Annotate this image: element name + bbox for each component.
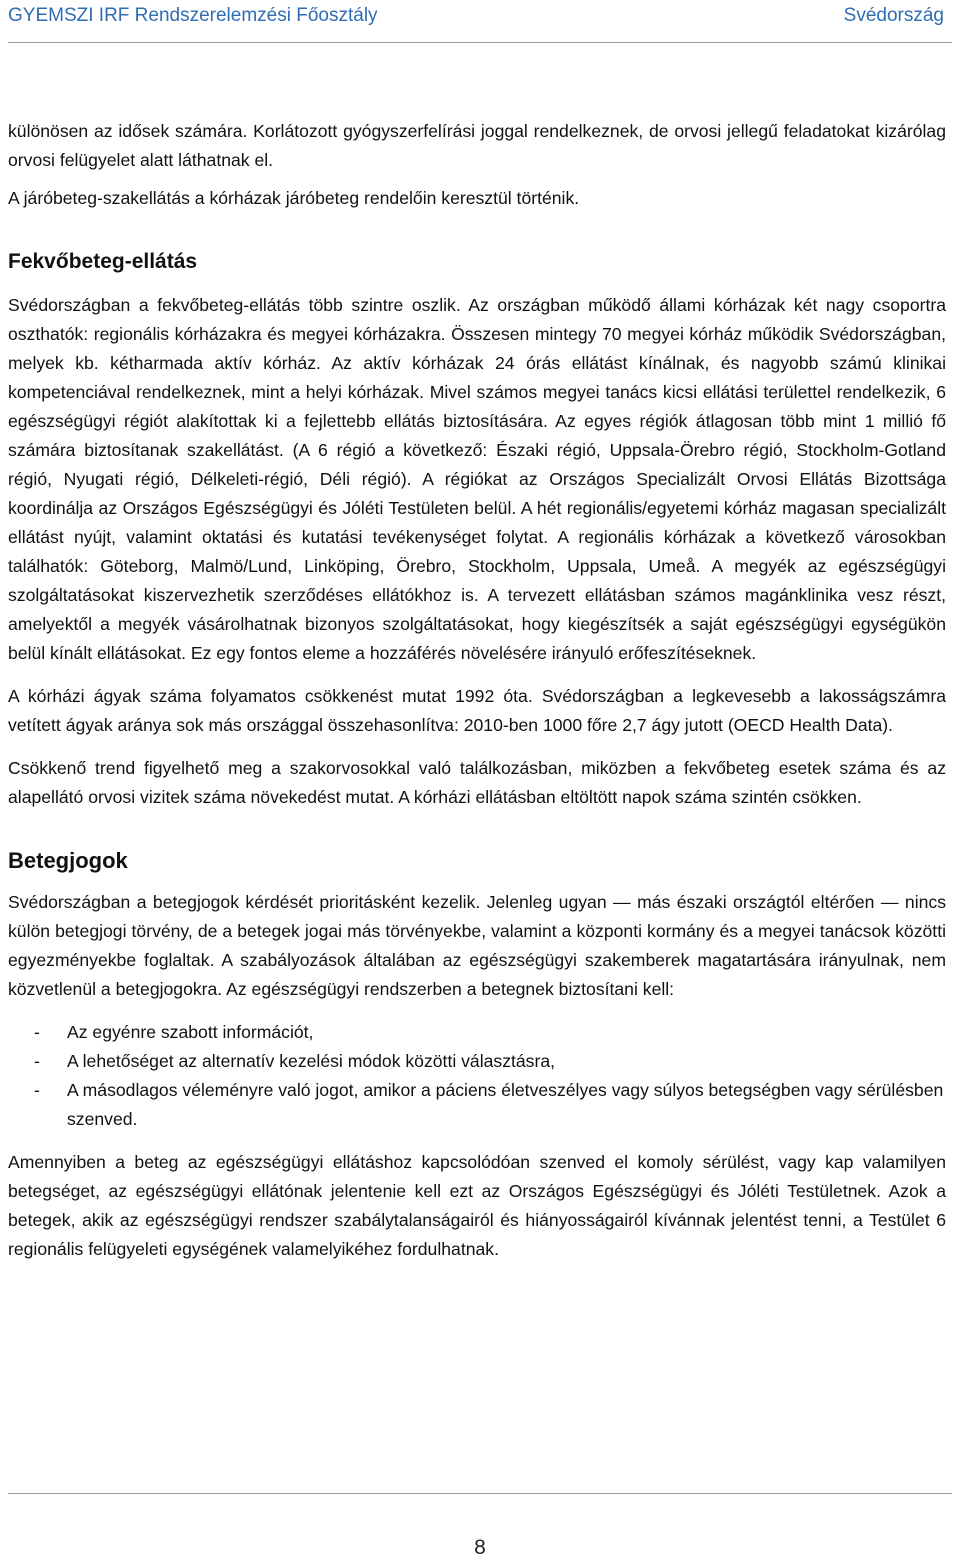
betegjogok-paragraph-2: Amennyiben a beteg az egészségügyi ellátáshoz kapcsolódóan szenved el komoly sérülést, vagy kap valamilyen betegséget, az egészségügyi ellátónak jelentenie kell ezt az Országos Egészségügyi és Jóléti Testületnek. Azok a betegek, akik az egészségügyi rendszer szabálytalanságairól és hiányosságairól kívánnak jelentést tenni, a Testület 6 regionális felügyeleti egységének valamelyikéhez fordulhatnak.: [8, 1152, 946, 1259]
page-number: 8: [474, 1536, 486, 1559]
footer-divider: [8, 1493, 952, 1494]
betegjogok-paragraph-1: Svédországban a betegjogok kérdését prioritásként kezelik. Jelenleg ugyan — más északi országtól eltérően — nincs külön betegjogi törvény, de a betegek jogai más törvényekbe, valamint a központi kormány és a megyei tanácsok közötti egyezményekbe foglaltak. A szabályozások általában az egészségügyi szakemberek magatartására irányulnak, nem közvetlenül a betegjogokra. Az egészségügyi rendszerben a betegnek biztosítani kell:: [8, 892, 946, 999]
list-item-text: A lehetőséget az alternatív kezelési módok közötti választásra,: [67, 1051, 555, 1071]
fekvobeteg-paragraph-3: Csökkenő trend figyelhető meg a szakorvosokkal való találkozásban, miközben a fekvőbeteg esetek száma és az alapellátó orvosi vizitek száma növekedést mutat. A kórházi ellátásban eltöltött napok száma szintén csökken.: [8, 758, 946, 807]
list-item: [8, 1018, 946, 1047]
intro-paragraph-1: különösen az idősek számára. Korlátozott gyógyszerfelírási joggal rendelkeznek, de orvosi jellegű feladatokat kizárólag orvosi felügyelet alatt láthatnak el.: [8, 121, 946, 170]
list-marker: -: [34, 1080, 40, 1100]
fekvobeteg-paragraph-1: Svédországban a fekvőbeteg-ellátás több szintre oszlik. Az országban működő állami kórházak két nagy csoportra oszthatók: regionális kórházakra és megyei kórházakra. Összesen mintegy 70 megyei kórház működik Svédországban, melyek kb. kétharmada aktív kórház. Az aktív kórházak 24 órás ellátást kínálnak, és nagyobb számú klinikai kompetenciával rendelkeznek, mint a helyi kórházak. Mivel számos megyei tanács kicsi ellátási területtel rendelkezik, 6 egészségügyi régiót alakítottak ki a fejlettebb ellátás biztosítására. Az egyes régiók átlagosan több mint 1 millió fő számára biztosítanak szakellátást. (A 6 régió a következő: Északi régió, Uppsala-Örebro régió, Stockholm-Gotland régió, Nyugati régió, Délkeleti-régió, Déli régió). A régiókat az Országos Specializált Orvosi Ellátás Bizottsága koordinálja az Országos Egészségügyi és Jóléti Testületen belül. A hét regionális/egyetemi kórház magasan specializált ellátást nyújt, valamint oktatási és kutatási tevékenységet folytat. A regionális kórházak a következő városokban találhatók: Göteborg, Malmö/Lund, Linköping, Örebro, Stockholm, Uppsala, Umeå. A megyék az egészségügyi szolgáltatásokat kiszervezhetik szerződéses ellátókhoz is. A tervezett ellátásban számos magánklinika vesz részt, amelyektől a megyék vásárolhatnak bizonyos szolgáltatásokat, hogy kiegészítsék a saját egészségügyi egységükön belül kínált ellátásokat. Ez egy fontos eleme a hozzáférés növelésére irányuló erőfeszítéseknek.: [8, 295, 946, 663]
list-marker: -: [34, 1022, 40, 1042]
header-country: Svédország: [843, 5, 944, 26]
list-item-text: Az egyénre szabott információt,: [67, 1022, 314, 1042]
header-department: GYEMSZI IRF Rendszerelemzési Főosztály: [8, 5, 378, 26]
document-body: [8, 117, 946, 1264]
intro-paragraph-2: A járóbeteg-szakellátás a kórházak járóbeteg rendelőin keresztül történik.: [8, 188, 580, 208]
list-item: [8, 1076, 946, 1134]
list-marker: -: [34, 1051, 40, 1071]
list-item-text: A másodlagos véleményre való jogot, amikor a páciens életveszélyes vagy súlyos betegségben vagy sérülésben szenved.: [67, 1080, 944, 1129]
section-heading-fekvobeteg: Fekvőbeteg-ellátás: [8, 250, 198, 273]
header-divider: [8, 42, 952, 43]
running-header: [8, 0, 944, 32]
rights-list: [8, 1018, 946, 1134]
fekvobeteg-paragraph-2: A kórházi ágyak száma folyamatos csökkenést mutat 1992 óta. Svédországban a legkevesebb a lakosságszámra vetített ágyak aránya sok más országgal összehasonlítva: 2010-ben 1000 főre 2,7 ágy jutott (OECD Health Data).: [8, 686, 946, 735]
section-heading-betegjogok: Betegjogok: [8, 848, 128, 873]
list-item: [8, 1047, 946, 1076]
